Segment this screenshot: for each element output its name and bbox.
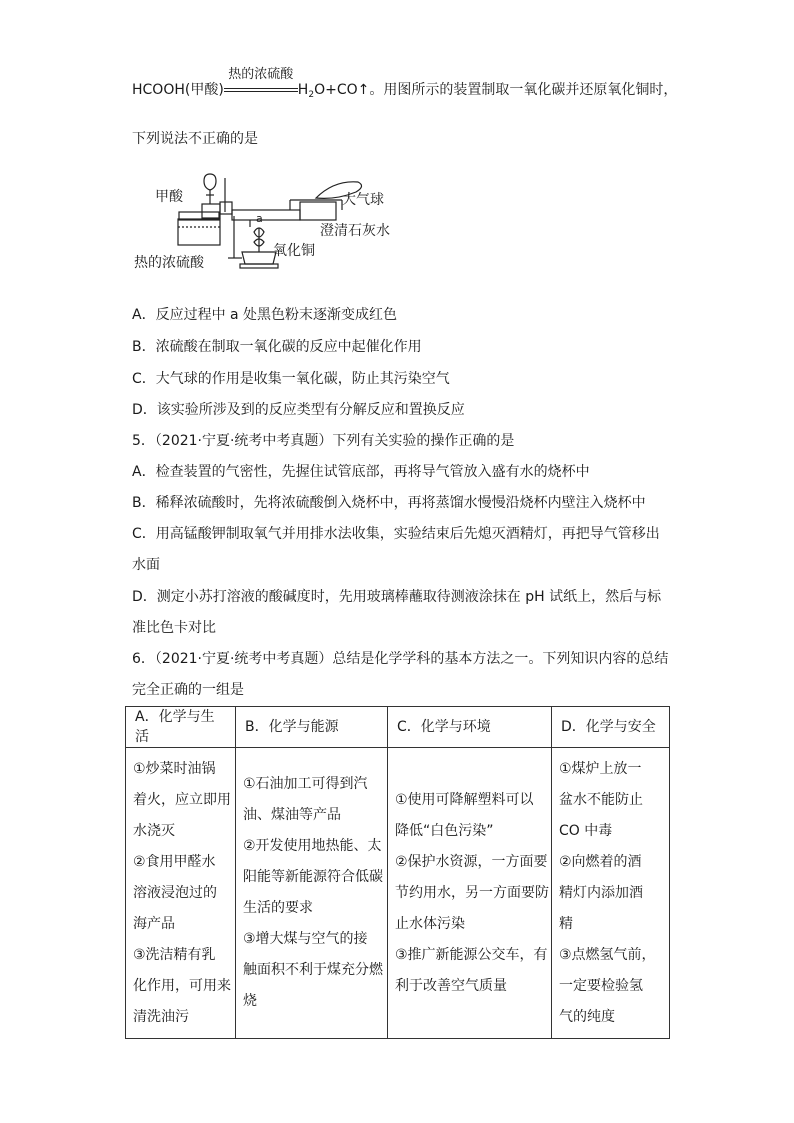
q5-option-c-cont: 水面	[132, 557, 160, 573]
q4-option-c: C．大气球的作用是收集一氧化碳，防止其污染空气	[132, 371, 450, 387]
q6-cell-a-line: 海产品	[133, 915, 175, 932]
q6-cell-d-line: 盆水不能防止	[559, 791, 643, 808]
q6-cell-d	[552, 748, 670, 1039]
q6-cell-b-line: 烧	[243, 993, 257, 1009]
q5-option-d-cont: 准比色卡对比	[132, 620, 216, 636]
q6-cell-c-line: 节约用水，另一方面要防	[395, 884, 549, 901]
label-balloon: 大气球	[342, 192, 384, 208]
q6-cell-a-line: ③洗洁精有乳	[133, 946, 216, 963]
q6-cell-b-line: 阳能等新能源符合低碳	[243, 869, 383, 885]
q6-cell-a-line: 溶液浸泡过的	[133, 884, 217, 901]
q4-option-b: B．浓硫酸在制取一氧化碳的反应中起催化作用	[132, 339, 422, 355]
q6-cell-b-line: 生活的要求	[243, 900, 313, 916]
q6-cell-d-line: ②向燃着的酒	[559, 853, 642, 870]
q6-cell-c-line: ①使用可降解塑料可以	[395, 791, 534, 808]
product-water-h: H	[297, 82, 309, 98]
glass-tube	[232, 210, 300, 220]
spirit-lamp	[242, 252, 276, 264]
q6-cell-c-line: ②保护水资源，一方面要	[395, 853, 548, 870]
q4-option-a: A．反应过程中 a 处黑色粉末逐渐变成红色	[132, 307, 398, 323]
q6-cell-a	[126, 748, 236, 1039]
q6-cell-a-line: 水浇灭	[133, 822, 175, 839]
q4-option-d: D．该实验所涉及到的反应类型有分解反应和置换反应	[132, 402, 465, 418]
q6-cell-a-line: 化作用，可用来	[133, 977, 231, 994]
reaction-equation	[132, 67, 678, 105]
q6-header-d: D．化学与安全	[552, 707, 670, 748]
q6-cell-a-line: 清洗油污	[133, 1008, 189, 1025]
q6-cell-d-line: ①煤炉上放一	[559, 760, 642, 777]
q5-option-c: C．用高锰酸钾制取氧气并用排水法收集，实验结束后先熄灭酒精灯，再把导气管移出	[132, 526, 660, 542]
q5-stem: 5．（2021·宁夏·统考中考真题）下列有关实验的操作正确的是	[132, 433, 515, 449]
q6-cell-d-line: 气的纯度	[559, 1008, 615, 1025]
q6-stem-line2: 完全正确的一组是	[132, 682, 244, 698]
dropping-funnel	[204, 174, 216, 190]
point-a-label: a	[256, 212, 263, 225]
q6-cell-d-line: CO 中毒	[559, 822, 613, 839]
q6-cell-a-line: ②食用甲醛水	[133, 853, 216, 870]
q6-table-header-row	[126, 707, 670, 748]
q6-cell-d-line: 精	[559, 915, 573, 932]
q5-option-b: B．稀释浓硫酸时，先将浓硫酸倒入烧杯中，再将蒸馏水慢慢沿烧杯内壁注入烧杯中	[132, 495, 646, 511]
label-copper-oxide: 氧化铜	[273, 243, 315, 259]
product-water-subscript: 2	[308, 90, 315, 100]
q6-cell-b-line: ③增大煤与空气的接	[243, 931, 368, 947]
q6-cell-b	[236, 748, 388, 1039]
q6-cell-d-line: 精灯内添加酒	[559, 884, 643, 901]
q6-cell-c-line: 止水体污染	[395, 915, 465, 932]
q6-cell-c-line: 利于改善空气质量	[395, 977, 507, 994]
q4-stem-continuation: 。用图所示的装置制取一氧化碳并还原氧化铜时，	[369, 82, 678, 98]
q6-header-b: B．化学与能源	[236, 707, 388, 748]
label-limewater: 澄清石灰水	[320, 223, 390, 239]
q6-cell-c-line: ③推广新能源公交车，有	[395, 946, 548, 963]
q6-cell-d-line: 一定要检验氢	[559, 977, 643, 994]
q6-header-a: A．化学与生活	[126, 707, 236, 748]
q6-cell-c-line: 降低“白色污染”	[395, 822, 494, 839]
q6-cell-a-line: 着火，应立即用	[133, 791, 231, 808]
label-hot-sulfuric-acid: 热的浓硫酸	[134, 255, 204, 271]
q6-cell-a-line: ①炒菜时油锅	[133, 760, 216, 777]
q6-header-c: C．化学与环境	[388, 707, 552, 748]
reaction-flask	[202, 204, 220, 218]
q6-cell-b-line: ②开发使用地热能、太	[243, 838, 382, 854]
q6-stem-line1: 6．（2021·宁夏·统考中考真题）总结是化学学科的基本方法之一。下列知识内容的总结	[132, 651, 669, 667]
reaction-condition: 热的浓硫酸	[228, 67, 294, 82]
q6-table-body-row	[126, 748, 670, 1039]
q6-cell-b-line: 触面积不利于煤充分燃	[243, 962, 383, 978]
limewater-vessel	[300, 202, 336, 220]
reactant-formic-acid: HCOOH(甲酸)	[132, 82, 224, 98]
q6-cell-b-line: ①石油加工可得到汽	[243, 776, 368, 792]
q5-option-a: A．检查装置的气密性，先握住试管底部，再将导气管放入盛有水的烧杯中	[132, 464, 590, 480]
product-rest: O+CO↑	[314, 82, 370, 98]
hot-acid-bath	[178, 219, 220, 245]
q6-options-table	[125, 706, 670, 1039]
q6-cell-d-line: ③点燃氢气前，	[559, 946, 656, 963]
q4-stem-line2: 下列说法不正确的是	[132, 131, 258, 147]
q5-option-d: D．测定小苏打溶液的酸碱度时，先用玻璃棒蘸取待测液涂抹在 pH 试纸上，然后与标	[132, 589, 662, 605]
q6-cell-c	[388, 748, 552, 1039]
q6-cell-b-line: 油、煤油等产品	[243, 807, 341, 823]
label-formic-acid: 甲酸	[155, 189, 183, 205]
reaction-arrow	[224, 67, 298, 100]
